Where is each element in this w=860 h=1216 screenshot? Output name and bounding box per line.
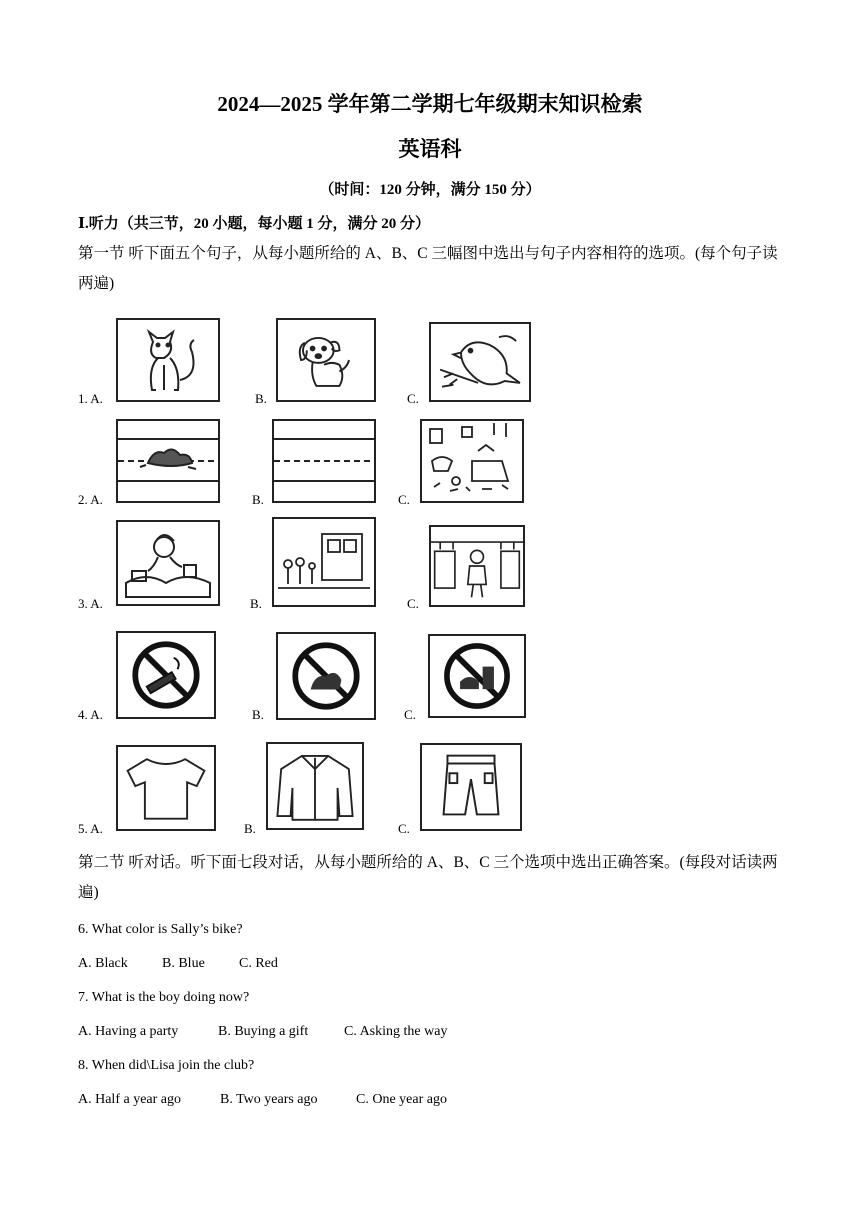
question-text: 7. What is the boy doing now? (78, 990, 250, 1005)
option-b-label: B. (252, 707, 264, 722)
option-b-label: B. (244, 821, 256, 836)
no-food-drink-icon (428, 634, 526, 718)
row-number-label: 4. A. (78, 707, 103, 722)
option-c-label: C. (407, 391, 419, 406)
subway-passenger-icon (429, 525, 525, 607)
option-a: A. Having a party (78, 1024, 179, 1039)
row-number-label: 2. A. (78, 492, 103, 507)
part1-heading: Ⅰ.听力（共三节，20 小题，每小题 1 分，满分 20 分） (78, 216, 431, 232)
row-number-label: 1. A. (78, 391, 103, 406)
option-b: B. Blue (162, 956, 205, 971)
option-c: C. Asking the way (344, 1024, 448, 1039)
answer-options (78, 956, 278, 972)
exam-title: 2024—2025 学年第二学期七年级期末知识检索 (217, 92, 643, 116)
no-pets-icon (276, 632, 376, 720)
no-smoking-icon (116, 631, 216, 719)
option-a: A. Black (78, 956, 128, 971)
messy-room-icon (420, 419, 524, 503)
option-b: B. Buying a gift (218, 1024, 309, 1039)
shorts-icon (420, 743, 522, 831)
walking-family-icon (272, 517, 376, 607)
time-note: （时间：120 分钟，满分 150 分） (319, 182, 541, 198)
option-c-label: C. (407, 596, 419, 611)
girl-picnic-icon (116, 520, 220, 606)
option-c-label: C. (398, 492, 410, 507)
question-text: 6. What color is Sally’s bike? (78, 922, 243, 937)
row-number-label: 5. A. (78, 821, 103, 836)
jacket-icon (266, 742, 364, 830)
option-b-label: B. (252, 492, 264, 507)
answer-options (78, 1092, 447, 1108)
tshirt-icon (116, 745, 216, 831)
option-b-label: B. (250, 596, 262, 611)
option-c-label: C. (404, 707, 416, 722)
option-c: C. One year ago (356, 1092, 447, 1107)
question-text: 8. When did\Lisa join the club? (78, 1058, 255, 1073)
litter-road-icon (116, 419, 220, 503)
subject-title: 英语科 (398, 137, 462, 161)
answer-options (78, 1024, 447, 1040)
option-b: B. Two years ago (220, 1092, 318, 1107)
option-b-label: B. (255, 391, 267, 406)
option-c-label: C. (398, 821, 410, 836)
option-a: A. Half a year ago (78, 1092, 182, 1107)
dog-icon (276, 318, 376, 402)
bird-icon (429, 322, 531, 402)
option-c: C. Red (239, 956, 278, 971)
row-number-label: 3. A. (78, 596, 103, 611)
section2-intro: 第二节 听对话。听下面七段对话，从每小题所给的 A、B、C 三个选项中选出正确答案。(每段对话读两遍) (78, 854, 778, 901)
section1-intro: 第一节 听下面五个句子，从每小题所给的 A、B、C 三幅图中选出与句子内容相符的选项。(每个句子读两遍) (78, 245, 778, 292)
clean-road-icon (272, 419, 376, 503)
cat-icon (116, 318, 220, 402)
